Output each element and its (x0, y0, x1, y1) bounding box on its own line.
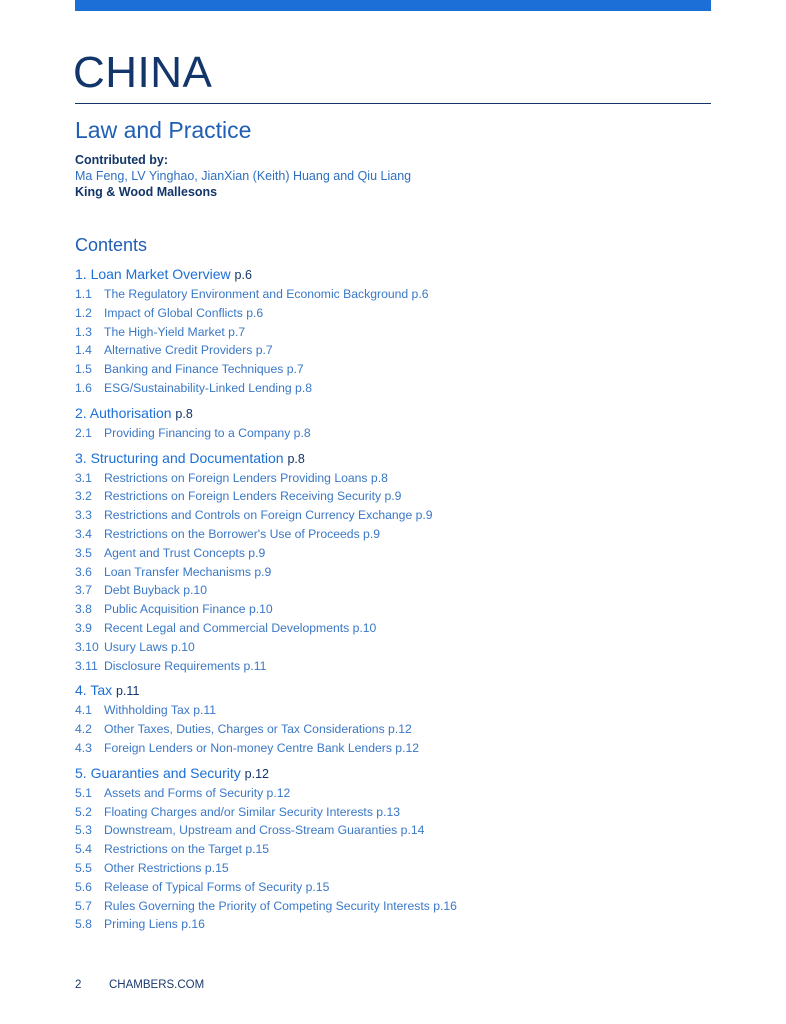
country-title: CHINA (73, 48, 213, 97)
toc-item[interactable] (75, 487, 725, 506)
toc-item-number: 5.5 (75, 860, 92, 875)
toc-item-number: 1.2 (75, 305, 92, 320)
toc-item[interactable] (75, 323, 725, 342)
toc-item[interactable] (75, 657, 725, 676)
toc-section-title[interactable] (75, 680, 725, 701)
contributed-by-label: Contributed by: (75, 153, 169, 167)
toc-section-title[interactable] (75, 264, 725, 285)
toc-item-number: 2.1 (75, 425, 92, 440)
toc-item-number: 3.4 (75, 526, 92, 541)
toc-item-number: 5.7 (75, 898, 92, 913)
toc-item[interactable] (75, 803, 725, 822)
toc-item-text: Priming Liens p.16 (104, 917, 205, 932)
table-of-contents (75, 264, 725, 939)
toc-item-text: The High-Yield Market p.7 (104, 324, 246, 339)
toc-item-text: Rules Governing the Priority of Competing Security Interests p.16 (104, 898, 457, 913)
toc-item-number: 4.1 (75, 703, 92, 718)
toc-item-number: 1.6 (75, 380, 92, 395)
document-subtitle: Law and Practice (75, 117, 252, 143)
toc-item[interactable] (75, 859, 725, 878)
toc-item-number: 3.8 (75, 602, 92, 617)
toc-item[interactable] (75, 360, 725, 379)
toc-item-number: 4.2 (75, 722, 92, 737)
toc-item-text: Downstream, Upstream and Cross-Stream Guaranties p.14 (104, 823, 425, 838)
toc-item-text: Withholding Tax p.11 (104, 703, 217, 718)
toc-item-number: 5.8 (75, 917, 92, 932)
toc-item-text: Public Acquisition Finance p.10 (104, 602, 273, 617)
toc-item-text: Floating Charges and/or Similar Security Interests p.13 (104, 804, 401, 819)
toc-item[interactable] (75, 915, 725, 934)
toc-item-text: Alternative Credit Providers p.7 (104, 343, 273, 358)
toc-item-text: Restrictions and Controls on Foreign Currency Exchange p.9 (104, 508, 433, 523)
toc-item-number: 5.2 (75, 804, 92, 819)
toc-item-text: Assets and Forms of Security p.12 (104, 785, 291, 800)
toc-item[interactable] (75, 341, 725, 360)
toc-item-number: 3.3 (75, 508, 92, 523)
toc-item-text: ESG/Sustainability-Linked Lending p.8 (104, 380, 312, 395)
footer-site-link[interactable]: CHAMBERS.COM (109, 979, 205, 991)
title-divider (75, 103, 711, 104)
toc-item[interactable] (75, 720, 725, 739)
toc-item-number: 3.11 (75, 658, 98, 673)
toc-item-number: 5.1 (75, 785, 92, 800)
toc-section-page: p.8 (175, 406, 193, 421)
toc-section-title-text: 3. Structuring and Documentation (75, 449, 284, 466)
toc-section-title-text: 5. Guaranties and Security (75, 764, 241, 781)
toc-item-number: 1.5 (75, 362, 92, 377)
toc-item-number: 5.6 (75, 879, 92, 894)
toc-section-page: p.8 (287, 451, 305, 466)
toc-item[interactable] (75, 469, 725, 488)
toc-item[interactable] (75, 544, 725, 563)
toc-item[interactable] (75, 840, 725, 859)
toc-item-number: 1.4 (75, 343, 92, 358)
toc-section (75, 448, 725, 676)
toc-section-title-text: 2. Authorisation (75, 404, 172, 421)
toc-item-text: Recent Legal and Commercial Developments p.10 (104, 620, 377, 635)
toc-item[interactable] (75, 600, 725, 619)
toc-item-text: Providing Financing to a Company p.8 (104, 425, 311, 440)
contributor-names: Ma Feng, LV Yinghao, JianXian (Keith) Huang and Qiu Liang (75, 169, 412, 183)
toc-item[interactable] (75, 424, 725, 443)
toc-item-text: Usury Laws p.10 (104, 639, 195, 654)
toc-item-text: The Regulatory Environment and Economic Background p.6 (104, 287, 429, 301)
toc-section-page: p.12 (244, 766, 269, 781)
contributors-block (75, 152, 715, 200)
toc-item[interactable] (75, 525, 725, 544)
page-number: 2 (75, 979, 82, 991)
toc-item[interactable] (75, 563, 725, 582)
toc-item-text: Release of Typical Forms of Security p.15 (104, 879, 330, 894)
toc-item-number: 5.3 (75, 823, 92, 838)
toc-item-number: 3.10 (75, 639, 99, 654)
toc-item-number: 3.2 (75, 489, 92, 504)
page-footer (75, 979, 204, 991)
toc-item-text: Foreign Lenders or Non-money Centre Bank Lenders p.12 (104, 740, 420, 755)
toc-section-page: p.6 (234, 268, 252, 282)
toc-item[interactable] (75, 285, 725, 304)
toc-item-number: 3.1 (75, 470, 92, 485)
toc-item-number: 1.3 (75, 324, 92, 339)
toc-item-text: Restrictions on Foreign Lenders Providing Loans p.8 (104, 470, 388, 485)
toc-item[interactable] (75, 581, 725, 600)
toc-item[interactable] (75, 821, 725, 840)
toc-item-text: Impact of Global Conflicts p.6 (104, 305, 264, 320)
toc-item-text: Restrictions on the Borrower's Use of Proceeds p.9 (104, 526, 380, 541)
toc-item-number: 1.1 (75, 287, 92, 301)
top-accent-bar (75, 0, 711, 11)
toc-section-title[interactable] (75, 403, 725, 424)
toc-item[interactable] (75, 619, 725, 638)
toc-item[interactable] (75, 784, 725, 803)
toc-item[interactable] (75, 878, 725, 897)
toc-item[interactable] (75, 897, 725, 916)
toc-item-text: Other Restrictions p.15 (104, 860, 229, 875)
toc-item-text: Debt Buyback p.10 (104, 583, 207, 598)
toc-item-text: Other Taxes, Duties, Charges or Tax Considerations p.12 (104, 722, 412, 737)
toc-section-title-text: 4. Tax (75, 682, 113, 699)
toc-item[interactable] (75, 701, 725, 720)
toc-section (75, 264, 725, 398)
law-firm-name: King & Wood Mallesons (75, 185, 218, 199)
contents-heading: Contents (75, 235, 148, 255)
toc-item-number: 3.7 (75, 583, 92, 598)
toc-section-title[interactable] (75, 763, 725, 784)
toc-item[interactable] (75, 739, 725, 758)
toc-item-text: Restrictions on the Target p.15 (104, 842, 270, 857)
toc-item-text: Loan Transfer Mechanisms p.9 (104, 564, 272, 579)
toc-section (75, 680, 725, 757)
toc-item-number: 3.9 (75, 620, 92, 635)
toc-item-text: Disclosure Requirements p.11 (104, 658, 267, 673)
toc-item-text: Banking and Finance Techniques p.7 (104, 362, 304, 377)
toc-section (75, 403, 725, 443)
toc-item-text: Agent and Trust Concepts p.9 (104, 545, 266, 560)
toc-section-title-text: 1. Loan Market Overview (75, 266, 231, 282)
toc-item-number: 3.6 (75, 564, 92, 579)
toc-item[interactable] (75, 506, 725, 525)
toc-item[interactable] (75, 638, 725, 657)
toc-section-page: p.11 (116, 684, 140, 699)
toc-section (75, 763, 725, 934)
toc-item-number: 3.5 (75, 545, 92, 560)
toc-item-number: 5.4 (75, 842, 92, 857)
toc-item-text: Restrictions on Foreign Lenders Receiving Security p.9 (104, 489, 402, 504)
toc-item[interactable] (75, 304, 725, 323)
toc-section-title[interactable] (75, 448, 725, 469)
toc-item-number: 4.3 (75, 740, 92, 755)
toc-item[interactable] (75, 379, 725, 398)
